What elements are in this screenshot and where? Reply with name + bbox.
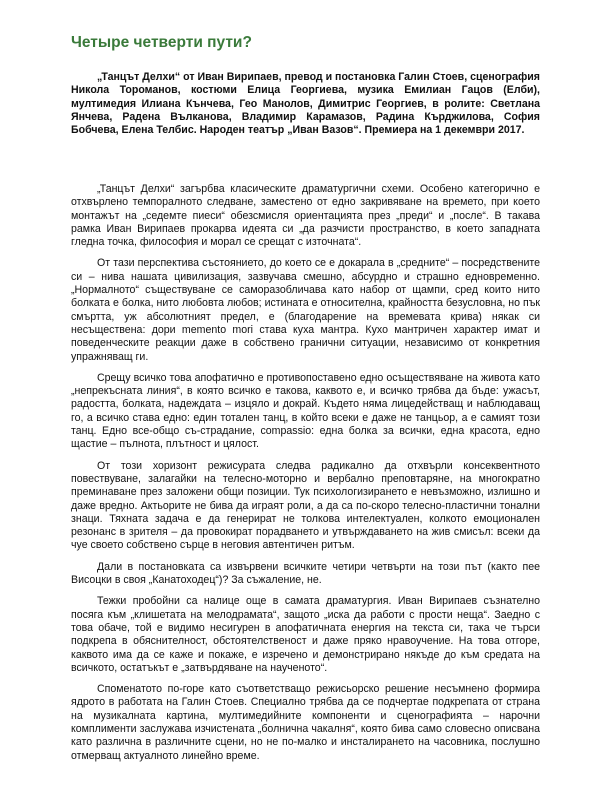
document-title: Четыре четверти пути? bbox=[71, 34, 252, 51]
paragraph: Дали в постановката са извървени всичките четири четвърти на този път (както пее Висоцки в своя „Канатоходец“)? За съжаление, не. bbox=[71, 560, 540, 587]
paragraph: Споменатото по-горе като съответстващо режисьорско решение несъмнено формира ядрото в работата на Галин Стоев. Специално трябва да се подчертае подкрепата от страна на музикалната картина, мултимедийните компоненти и сценографията – нарочни комплименти заслужава изчистената „болнична чакалня“, която бива само словесно описвана като различна в различните сцени, но не по-малко и инсталирането на часовника, послушно отмерващ актуалното линейно време. bbox=[71, 683, 540, 762]
paragraph: „Танцът Делхи“ загърбва класическите драматургични схеми. Особено категорично е отхвърлено темпоралното следване, заместено от едно закривяване на времето, при което монтажът на „седемте пиеси“ обезсмисля ориентацията през „преди“ и „после“. В такава рамка Иван Вирипаев прокарва идеята си „да разчисти пространство, в което западната гледна точка, философия и морал се срещат с източната“. bbox=[71, 183, 540, 249]
article-body bbox=[71, 183, 540, 771]
production-credits: „Танцът Делхи“ от Иван Вирипаев, превод и постановка Галин Стоев, сценография Никола Тороманов, костюми Елица Георгиева, музика Емилиан Гацов (Елби), мултимедия Илиана Кънчева, Гео Манолов, Димитрис Георгиев, в ролите: Светлана Янчева, Радена Вълканова, Владимир Карамазов, Радина Кърджилова, София Бобчева, Елена Телбис. Народен театър „Иван Вазов“. Премиера на 1 декември 2017. bbox=[71, 71, 540, 137]
paragraph: Тежки пробойни са налице още в самата драматургия. Иван Вирипаев съзнателно посяга към „клишетата на мелодрамата“, защото „иска да работи с прости неща“. Заедно с това обаче, той е видимо несигурен в апофатичната енергия на текста си, така че търси подкрепа в обяснителност, обстоятелственост и даже пряко нравоучение. На това отгоре, каквото има да се каже и покаже, е изречено и демонстрирано някъде до към средата на всичкото, остатъкът е „затвърдяване на наученото“. bbox=[71, 595, 540, 674]
paragraph: От тази перспектива състоянието, до което се е докарала в „средните“ – посредствените си – нива нашата цивилизация, зазвучава смешно, абсурдно и страшно едновременно. „Нормалното“ съществуване се саморазобличава като набор от щампи, сред които нито болката е болка, нито любовта любов; истината е относителна, крайността безусловна, но пък смъртта, уж абсолютният предел, е (благодарение на времевата крива) някак си несъществена: дори memento mori става куха мантра. Кухо мантричен характер имат и поведенческите реакции даже в собствено гранични ситуации, независимо от конкретния упражняващ ги. bbox=[71, 257, 540, 363]
paragraph: Срещу всичко това апофатично е противопоставено едно осъществяване на живота като „непрекъсната линия“, в която всичко е такова, каквото е, и всичко трябва да бъде: ужасът, радостта, болката, надеждата – изцяло и докрай. Където няма лицедействащ и наблюдаващ го, а всичко става едно: един тотален танц, в който всеки е даже не танцьор, а е самият този танц. Едно все-общо съ-страдание, compassio: една болка за всички, една красота, едно щастие – пълнота, плътност и цялост. bbox=[71, 371, 540, 451]
paragraph: От този хоризонт режисурата следва радикално да отхвърли консеквентното повествуване, залагайки на телесно-моторно и вербално преповтаряне, на многократно преминаване през заложени общи позиции. Тук психологизирането е невъзможно, излишно и даже вредно. Актьорите не бива да играят роли, а да са по-скоро телесно-пластични тонални знаци. Тяхната задача е да генерират не толкова интелектуален, колкото емоционален резонанс в зрителя – да провокират порадването и утвърждаването на жив смисъл: всеки да чуе своето собствено сърце в неговия автентичен ритъм. bbox=[71, 459, 540, 552]
